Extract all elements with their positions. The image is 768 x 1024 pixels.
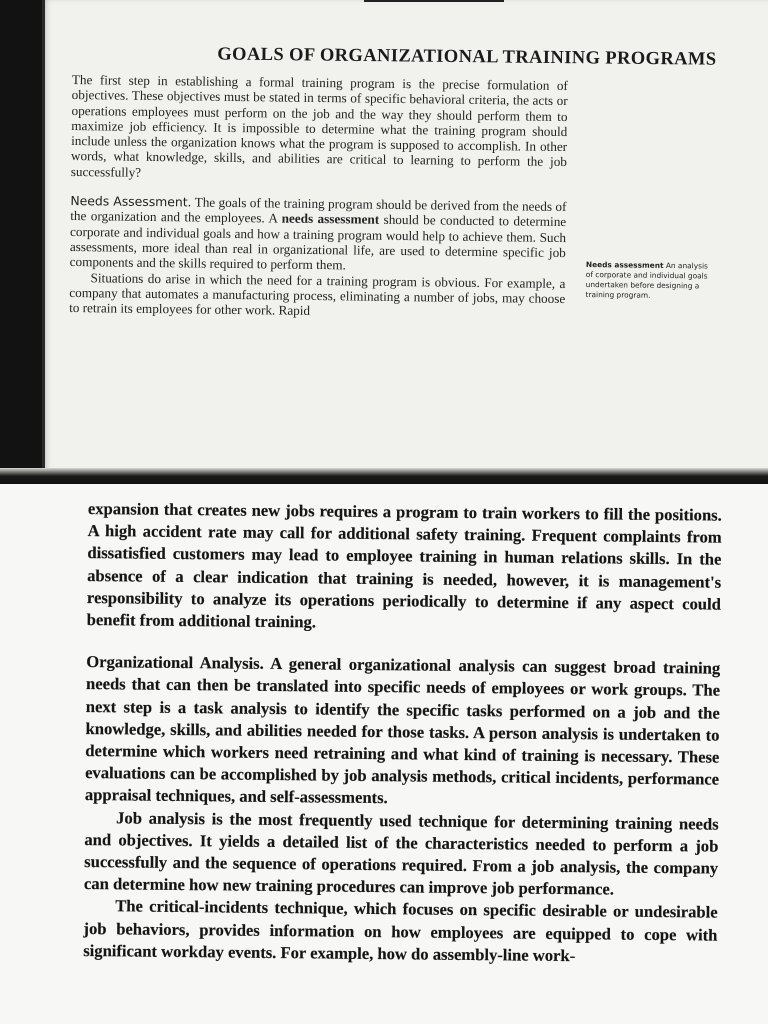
top-page (42, 0, 768, 478)
needs-text-part1: The goals of the training program should be derived from the needs of the organization and the employees. A (70, 194, 567, 226)
margin-term: Needs assessment (585, 260, 664, 270)
top-rule (364, 0, 504, 2)
intro-paragraph: The first step in establishing a formal training program is the precise formulation of objectives. These objectives must be stated in terms of specific behavioral criteria, the acts or operations employees must perform on the job and the way they should perform them to maximize job efficiency. It is impossible to determine what the training program should include unless the organization knows what the program is supposed to accomplish. In other words, what knowledge, skills, and abilities are critical to learning to perform the job successfully? (70, 72, 568, 180)
needs-assessment-runin: Needs Assessment. (70, 193, 192, 210)
needs-assessment-term: needs assessment (281, 210, 380, 228)
top-text-column (69, 72, 568, 321)
organizational-analysis-runin: Organizational Analysis. (86, 652, 264, 674)
needs-assessment-paragraph (70, 193, 567, 276)
organizational-analysis-paragraph (85, 651, 721, 813)
situations-paragraph: Situations do arise in which the need for a training program is obvious. For example, a company that automates a manufacturing process, eliminating a number of jobs, may choose to retrain its employees for other work. Rapid (69, 269, 566, 319)
needs-text-part2: should be conducted to determine corporate and individual goals and how a training program would help to achieve them. Such assessments, more ideal than real in organizational life, are used to determine specific job components and the skills required to perform them. (69, 212, 567, 273)
bottom-page (0, 484, 768, 1024)
binding-spine (42, 0, 45, 478)
critical-incidents-paragraph: The critical-incidents technique, which focuses on specific desirable or undesirable job behaviors, provides information on how employees are equipped to cope with significant workday events. For example, how do assembly-line work- (83, 896, 718, 965)
bottom-text-column (83, 498, 722, 969)
margin-definition-text: An analysis of corporate and individual goals undertaken before designing a training program. (585, 260, 708, 300)
job-analysis-paragraph: Job analysis is the most frequently used technique for determining training needs and objectives. It yields a detailed list of the characteristics needed to perform a job successfully and the sequence of operations required. From a job analysis, the company can determine how new training procedures can improve job performance. (83, 807, 719, 899)
section-heading: GOALS OF ORGANIZATIONAL TRAINING PROGRAMS (217, 44, 717, 70)
margin-definition (586, 260, 714, 302)
organizational-analysis-text: A general organizational analysis can suggest broad training needs that can then be translated into specific needs of employees or work groups. The next step is a task analysis to identify the specific tasks performed on a job and the knowledge, skills, and abilities needed for those tasks. A person analysis is undertaken to determine which workers need retraining and what kind of training is necessary. These evaluations can be accomplished by job analysis methods, critical incidents, performance appraisal techniques, and self-assessments. (84, 654, 721, 808)
expansion-paragraph: expansion that creates new jobs requires a program to train workers to fill the positions. A high accident rate may call for additional safety training. Frequent complaints from dissatisfied customers may lead to employee training in human relations skills. In the absence of a clear indication that training is needed, however, it is management's responsibility to analyze its operations periodically to determine if any aspect could benefit from additional training. (86, 498, 722, 632)
